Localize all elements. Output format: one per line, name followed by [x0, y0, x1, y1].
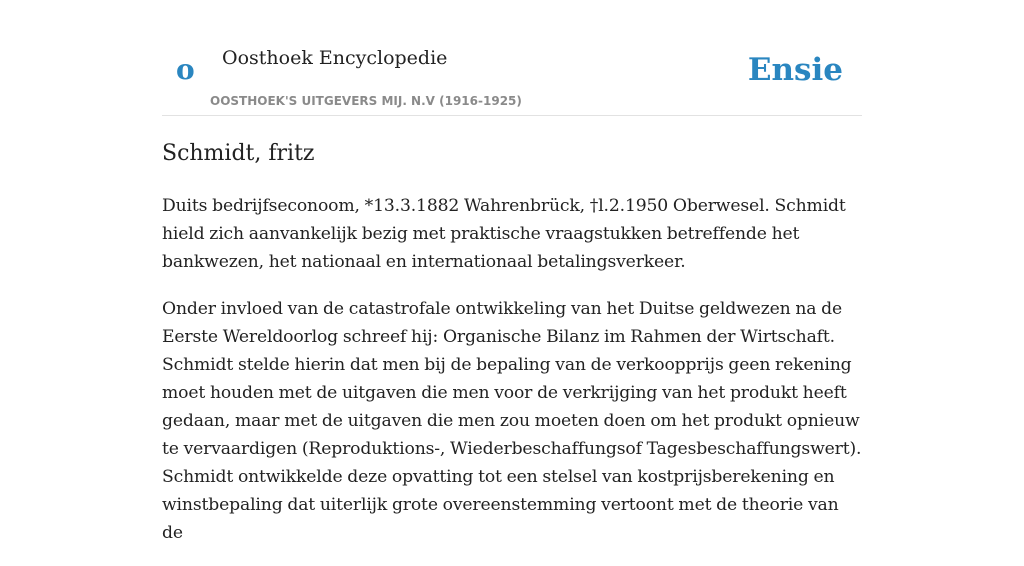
- entry-title: Schmidt, fritz: [162, 141, 315, 166]
- entry-paragraph: Onder invloed van de catastrofale ontwikkeling van het Duitse geldwezen na de Eerste Wereldoorlog schreef hij: Organische Bilanz im Rahmen der Wirtschaft. Schmidt stelde hierin dat men bij de bepaling van de verkoopprijs geen rekening moet houden met de uitgaven die men voor de verkrijging van het produkt heeft gedaan, maar met de uitgaven die men zou moeten doen om het produkt opnieuw te vervaardigen (Reproduktions-, Wiederbeschaffungsof Tagesbeschaffungswert). Schmidt ontwikkelde deze opvatting tot een stelsel van kostprijsberekening en winstbepaling dat uiterlijk grote overeenstemming vertoont met de theorie van de: [162, 299, 862, 543]
- entry-paragraph: Duits bedrijfseconoom, *13.3.1882 Wahrenbrück, †l.2.1950 Oberwesel. Schmidt hield zich aanvankelijk bezig met praktische vraagstukken betreffende het bankwezen, het nationaal en internationaal betalingsverkeer.: [162, 196, 846, 272]
- site-title[interactable]: Oosthoek Encyclopedie: [222, 47, 448, 69]
- ensie-brand-link[interactable]: Ensie: [747, 52, 843, 88]
- page-container: [162, 0, 862, 543]
- entry-body: [162, 192, 862, 566]
- publisher-subtitle: OOSTHOEK'S UITGEVERS MIJ. N.V (1916-1925): [210, 94, 522, 108]
- site-header: [162, 0, 862, 116]
- site-logo[interactable]: o: [176, 53, 195, 86]
